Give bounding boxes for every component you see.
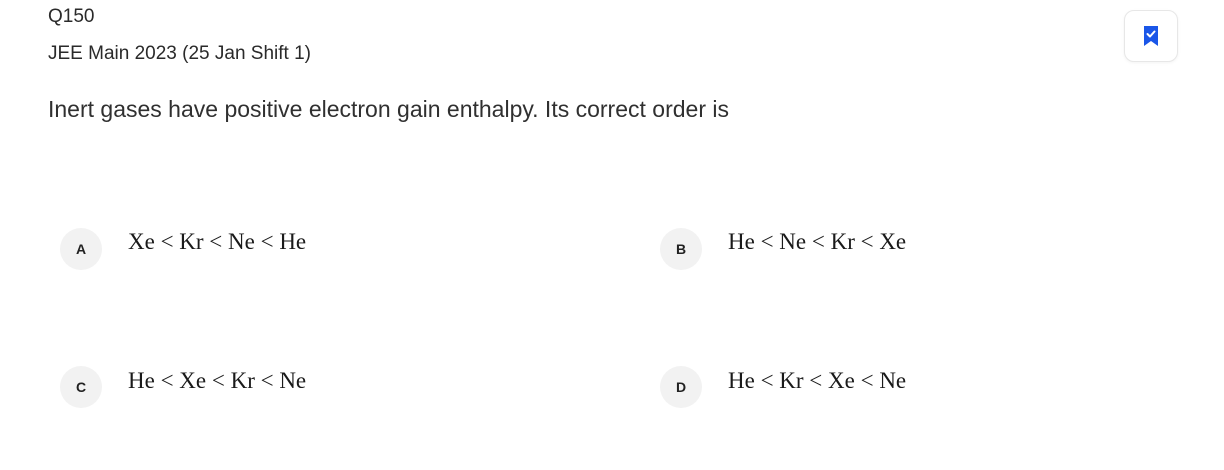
option-badge: A [60, 228, 102, 270]
option-badge: D [660, 366, 702, 408]
option-b[interactable] [660, 226, 906, 272]
question-number: Q150 [48, 6, 95, 27]
option-text: He < Xe < Kr < Ne [128, 368, 307, 393]
option-a[interactable] [60, 226, 306, 272]
exam-source: JEE Main 2023 (25 Jan Shift 1) [48, 43, 311, 64]
option-d[interactable] [660, 364, 906, 410]
option-badge: B [660, 228, 702, 270]
bookmark-check-icon [1142, 25, 1160, 47]
option-c[interactable] [60, 364, 306, 410]
option-text: Xe < Kr < Ne < He [128, 229, 307, 254]
option-text: He < Ne < Kr < Xe [728, 229, 907, 254]
bookmark-button[interactable] [1124, 10, 1178, 62]
option-badge: C [60, 366, 102, 408]
option-text: He < Kr < Xe < Ne [728, 368, 907, 393]
question-text: Inert gases have positive electron gain enthalpy. Its correct order is [48, 96, 729, 122]
